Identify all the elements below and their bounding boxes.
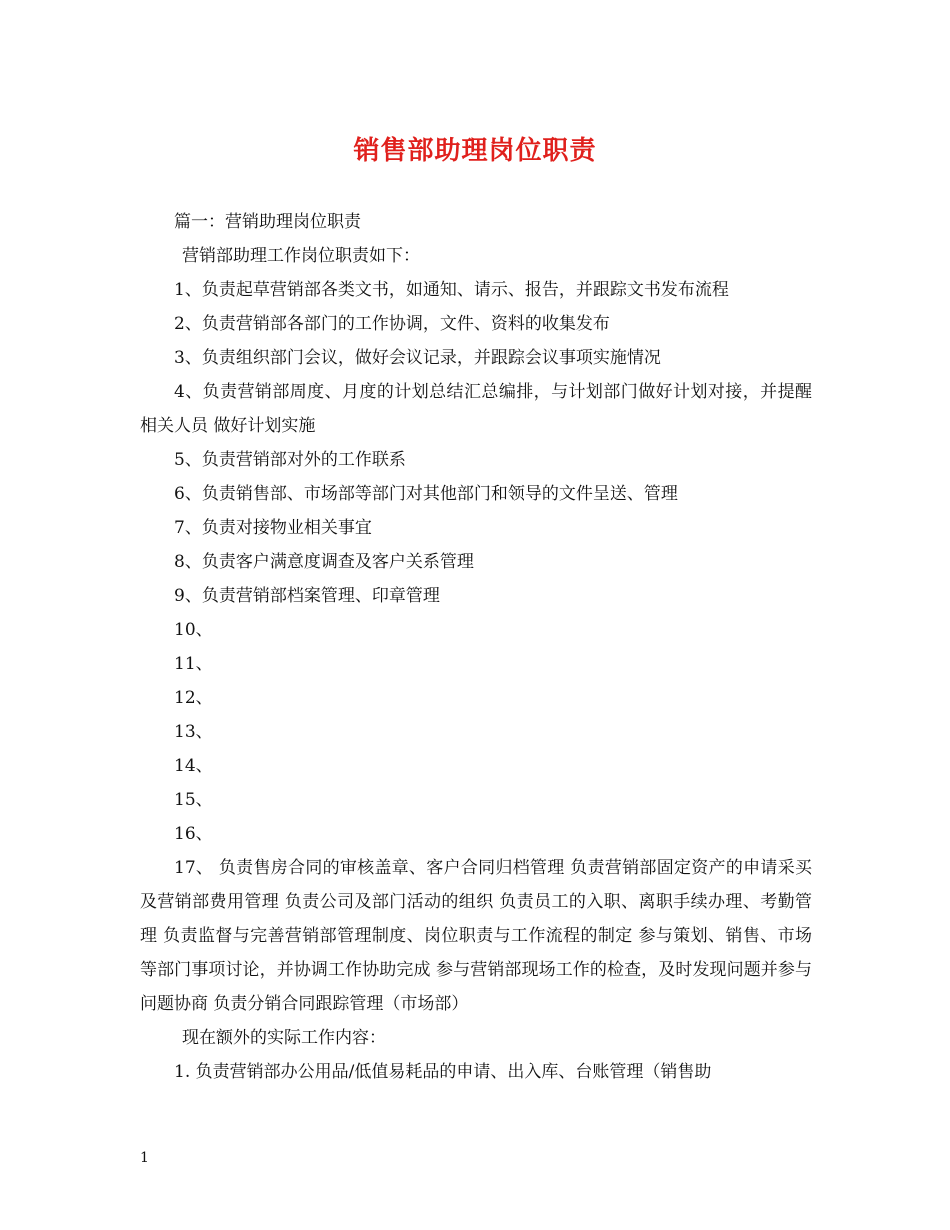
duty-item-6: 6、负责销售部、市场部等部门对其他部门和领导的文件呈送、管理 — [174, 484, 678, 504]
section-heading: 篇一：营销助理岗位职责 — [174, 212, 361, 232]
duty-item-11: 11、 — [174, 654, 213, 674]
extra-work-heading: 现在额外的实际工作内容： — [182, 1028, 386, 1048]
duty-item-16: 16、 — [174, 824, 213, 844]
duty-item-14: 14、 — [174, 756, 213, 776]
duty-item-13: 13、 — [174, 722, 213, 742]
duty-item-1: 1、负责起草营销部各类文书，如通知、请示、报告，并跟踪文书发布流程 — [174, 280, 729, 300]
document-body — [140, 205, 812, 1089]
duty-item-12: 12、 — [174, 688, 213, 708]
duty-item-15: 15、 — [174, 790, 213, 810]
page-number: 1 — [140, 1150, 149, 1166]
duty-item-10: 10、 — [174, 620, 213, 640]
duty-item-2: 2、负责营销部各部门的工作协调，文件、资料的收集发布 — [174, 314, 610, 334]
duty-item-8: 8、负责客户满意度调查及客户关系管理 — [174, 552, 474, 572]
duty-item-5: 5、负责营销部对外的工作联系 — [174, 450, 406, 470]
document-title: 销售部助理岗位职责 — [353, 136, 597, 166]
duty-item-3: 3、负责组织部门会议，做好会议记录，并跟踪会议事项实施情况 — [174, 348, 661, 368]
intro-line: 营销部助理工作岗位职责如下： — [182, 246, 420, 266]
duty-item-9: 9、负责营销部档案管理、印章管理 — [174, 586, 440, 606]
duty-item-17: 17、 负责售房合同的审核盖章、客户合同归档管理 负责营销部固定资产的申请采买及营销部费用管理 负责公司及部门活动的组织 负责员工的入职、离职手续办理、考勤管理 负责监督与完善营销部管理制度、岗位职责与工作流程的制定 参与策划、销售、市场等部门事项讨论，并协调工作协助完成 参与营销部现场工作的检查，及时发现问题并参与问题协商 负责分销合同跟踪管理（市场部） — [140, 858, 812, 1014]
duty-item-7: 7、负责对接物业相关事宜 — [174, 518, 372, 538]
duty-item-4: 4、负责营销部周度、月度的计划总结汇总编排，与计划部门做好计划对接，并提醒相关人员 做好计划实施 — [140, 382, 812, 436]
extra-work-item-1: 1. 负责营销部办公用品/低值易耗品的申请、出入库、台账管理（销售助 — [174, 1062, 712, 1082]
